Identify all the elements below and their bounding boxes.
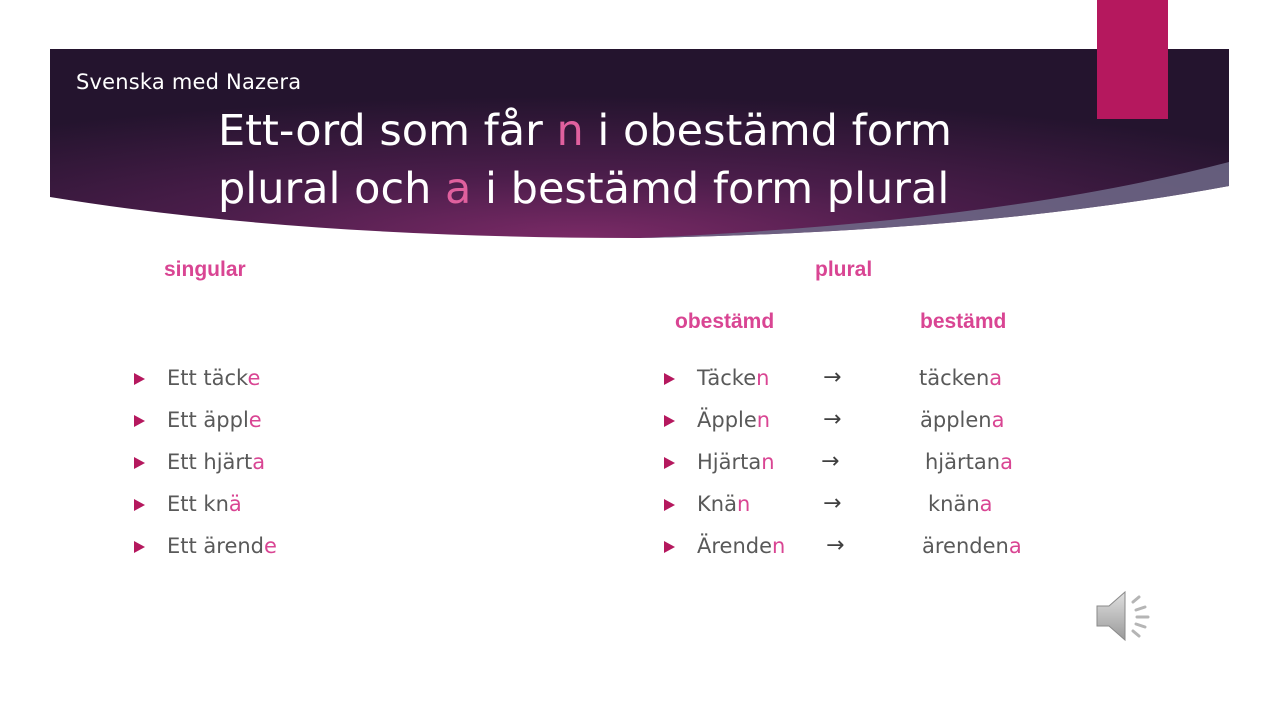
triangle-bullet-icon	[134, 499, 145, 511]
arrow-icon: →	[823, 491, 842, 516]
triangle-bullet-icon	[134, 457, 145, 469]
plural-indefinite-word: Täcken	[697, 366, 770, 390]
triangle-bullet-icon	[664, 457, 675, 469]
plural-definite-word: knäna	[928, 492, 993, 516]
header-singular: singular	[164, 258, 246, 281]
title-line-1: Ett-ord som får n i obestämd form	[218, 106, 952, 156]
triangle-bullet-icon	[664, 415, 675, 427]
slide-title	[218, 102, 1118, 218]
plural-indefinite-word: Äpplen	[697, 408, 771, 432]
plural-indefinite-word: Ärenden	[697, 534, 786, 558]
triangle-bullet-icon	[664, 499, 675, 511]
triangle-bullet-icon	[134, 373, 145, 385]
triangle-bullet-icon	[134, 541, 145, 553]
plural-definite-word: äpplena	[920, 408, 1005, 432]
header-obestamd: obestämd	[675, 310, 775, 333]
arrow-icon: →	[821, 449, 840, 474]
singular-word: Ett hjärta	[167, 450, 266, 474]
arrow-icon: →	[823, 365, 842, 390]
triangle-bullet-icon	[134, 415, 145, 427]
plural-definite-word: ärendena	[922, 534, 1022, 558]
triangle-bullet-icon	[664, 541, 675, 553]
singular-word: Ett äpple	[167, 408, 262, 432]
arrow-icon: →	[823, 407, 842, 432]
brand-label: Svenska med Nazera	[76, 70, 302, 94]
header-bestamd: bestämd	[920, 310, 1007, 333]
singular-word: Ett täcke	[167, 366, 261, 390]
singular-word: Ett ärende	[167, 534, 277, 558]
triangle-bullet-icon	[664, 373, 675, 385]
plural-definite-word: hjärtana	[925, 450, 1013, 474]
arrow-icon: →	[826, 533, 845, 558]
singular-word: Ett knä	[167, 492, 242, 516]
speaker-icon[interactable]	[1092, 584, 1162, 648]
plural-definite-word: täckena	[919, 366, 1003, 390]
header-plural: plural	[815, 258, 873, 281]
plural-indefinite-word: Hjärtan	[697, 450, 775, 474]
plural-indefinite-word: Knän	[697, 492, 751, 516]
title-line-2: plural och a i bestämd form plural	[218, 164, 950, 214]
